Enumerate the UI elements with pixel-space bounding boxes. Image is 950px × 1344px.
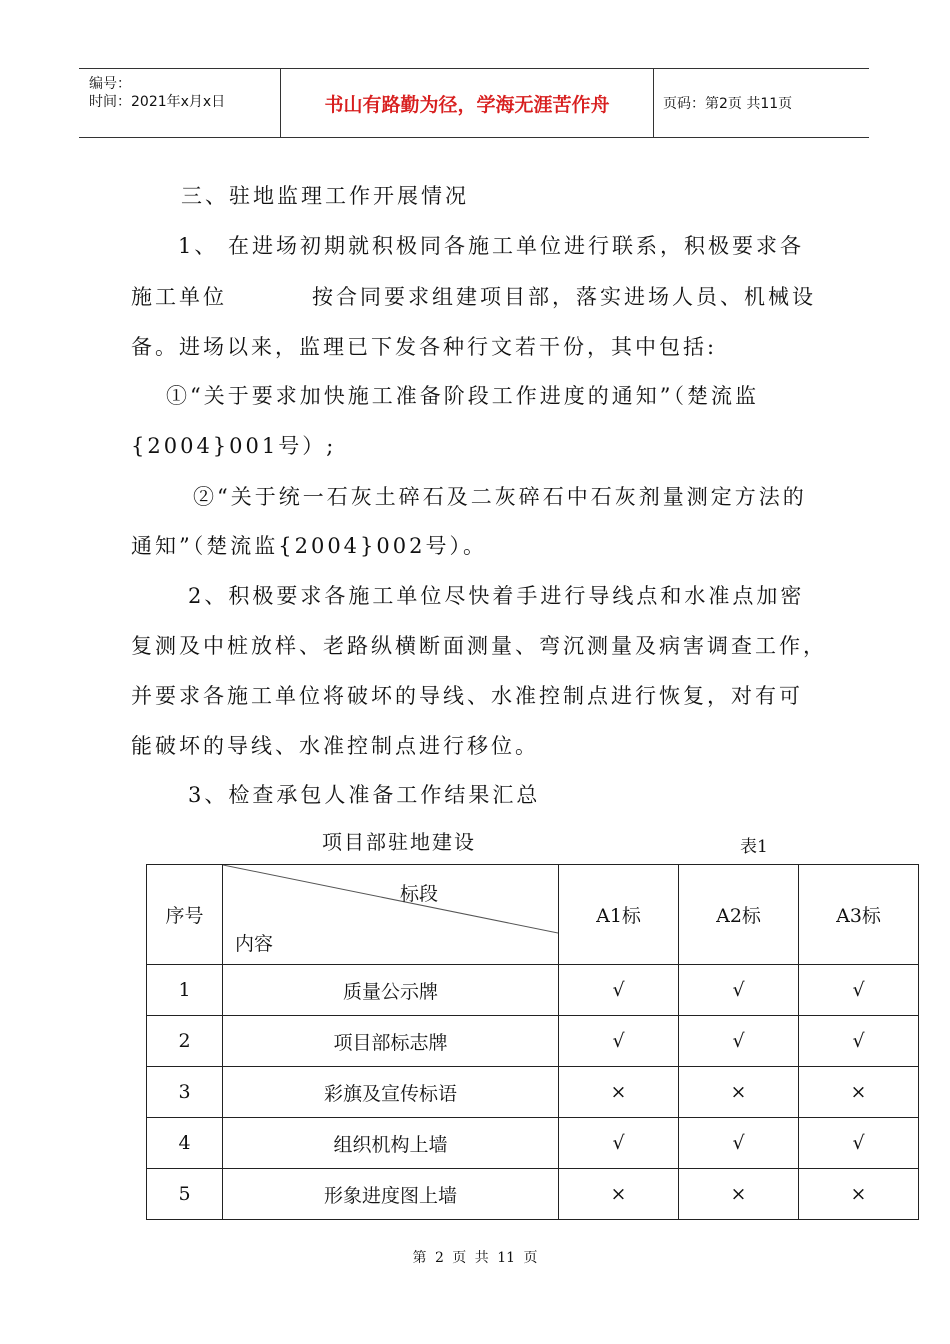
number-label: 编号： bbox=[89, 76, 131, 92]
table-row bbox=[147, 1118, 919, 1169]
row-a1: √ bbox=[559, 1016, 679, 1067]
row-item: 组织机构上墙 bbox=[223, 1118, 559, 1169]
row-a1: × bbox=[559, 1067, 679, 1118]
row-a1: √ bbox=[559, 1118, 679, 1169]
row-a2: √ bbox=[679, 965, 799, 1016]
row-a3: √ bbox=[799, 1016, 919, 1067]
time-label: 时间：2021年x月x日 bbox=[89, 94, 226, 110]
row-a1: √ bbox=[559, 965, 679, 1016]
diagonal-line bbox=[223, 865, 558, 965]
row-seq: 4 bbox=[147, 1118, 223, 1169]
header-info-cell bbox=[79, 69, 279, 137]
row-a3: √ bbox=[799, 1118, 919, 1169]
row-item: 项目部标志牌 bbox=[223, 1016, 559, 1067]
paragraph-line: {2004}001号）; bbox=[131, 434, 337, 458]
table-row bbox=[147, 965, 919, 1016]
header-motto: 书山有路勤为径，学海无涯苦作舟 bbox=[280, 69, 654, 137]
paragraph-line: 并要求各施工单位将破坏的导线、水准控制点进行恢复，对有可 bbox=[131, 684, 803, 708]
paragraph-line: 通知”（楚流监{2004}002号）。 bbox=[131, 534, 487, 558]
paragraph-line: 能破坏的导线、水准控制点进行移位。 bbox=[131, 734, 539, 758]
row-a2: √ bbox=[679, 1118, 799, 1169]
row-a1: × bbox=[559, 1169, 679, 1220]
header-page-info: 页码：第2页 共11页 bbox=[663, 96, 793, 112]
paragraph-line: 按合同要求组建项目部，落实进场人员、机械设 bbox=[312, 285, 816, 309]
page-header bbox=[79, 68, 869, 138]
header-diag-top: 标段 bbox=[400, 883, 439, 905]
header-diag-bottom: 内容 bbox=[235, 933, 274, 955]
paragraph-line: 2、积极要求各施工单位尽快着手进行导线点和水准点加密 bbox=[188, 584, 805, 608]
row-seq: 2 bbox=[147, 1016, 223, 1067]
header-diagonal-cell bbox=[223, 865, 559, 965]
table-title: 项目部驻地建设 bbox=[322, 830, 476, 854]
row-a3: √ bbox=[799, 965, 919, 1016]
row-item: 质量公示牌 bbox=[223, 965, 559, 1016]
row-seq: 3 bbox=[147, 1067, 223, 1118]
header-col-a2: A2标 bbox=[679, 865, 799, 965]
row-seq: 1 bbox=[147, 965, 223, 1016]
row-a3: × bbox=[799, 1067, 919, 1118]
paragraph-line: 施工单位 bbox=[131, 285, 227, 309]
paragraph-line: ②“关于统一石灰土碎石及二灰碎石中石灰剂量测定方法的 bbox=[193, 485, 807, 509]
construction-table bbox=[146, 864, 919, 1220]
paragraph-line: 1、 在进场初期就积极同各施工单位进行联系，积极要求各 bbox=[178, 234, 805, 258]
table-row bbox=[147, 1067, 919, 1118]
paragraph-line: 复测及中桩放样、老路纵横断面测量、弯沉测量及病害调查工作， bbox=[131, 634, 827, 658]
row-item: 形象进度图上墙 bbox=[223, 1169, 559, 1220]
section-heading: 三、驻地监理工作开展情况 bbox=[181, 184, 469, 208]
paragraph-line: 备。进场以来，监理已下发各种行文若干份，其中包括: bbox=[131, 335, 718, 359]
row-seq: 5 bbox=[147, 1169, 223, 1220]
paragraph-line: 3、检查承包人准备工作结果汇总 bbox=[188, 783, 541, 807]
table-row bbox=[147, 1169, 919, 1220]
row-a2: × bbox=[679, 1067, 799, 1118]
page-footer: 第 2 页 共 11 页 bbox=[412, 1250, 538, 1266]
table-number: 表1 bbox=[740, 837, 768, 857]
header-col-a3: A3标 bbox=[799, 865, 919, 965]
row-a3: × bbox=[799, 1169, 919, 1220]
table-header-row bbox=[147, 865, 919, 965]
header-seq: 序号 bbox=[147, 865, 223, 965]
table-row bbox=[147, 1016, 919, 1067]
header-col-a1: A1标 bbox=[559, 865, 679, 965]
row-a2: × bbox=[679, 1169, 799, 1220]
paragraph-line: ①“关于要求加快施工准备阶段工作进度的通知”（楚流监 bbox=[166, 384, 759, 408]
row-a2: √ bbox=[679, 1016, 799, 1067]
row-item: 彩旗及宣传标语 bbox=[223, 1067, 559, 1118]
